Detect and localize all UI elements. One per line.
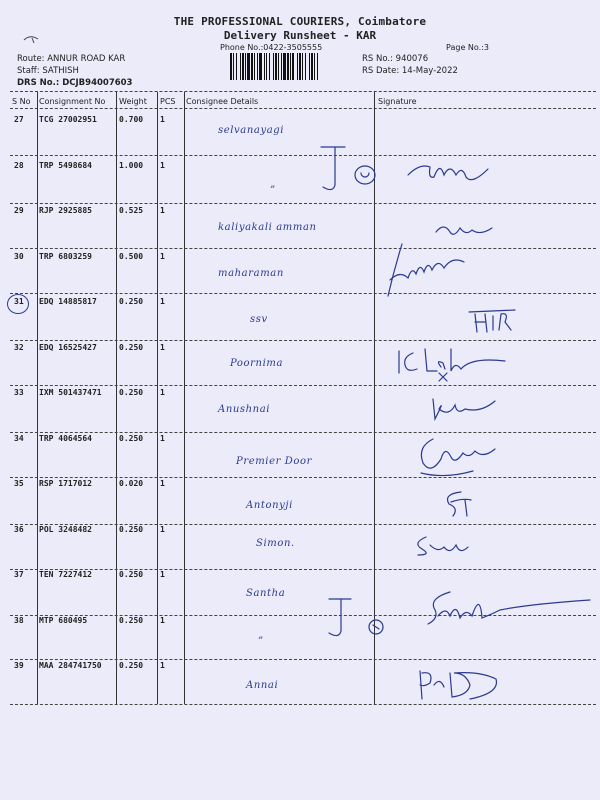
row-consignee: Antonyji bbox=[246, 500, 293, 511]
row-consignment: IXM 501437471 bbox=[39, 388, 102, 397]
row-weight: 0.250 bbox=[119, 615, 144, 625]
row-sno: 31 bbox=[14, 297, 24, 306]
phone-number: Phone No.:0422-3505555 bbox=[220, 43, 323, 52]
signature-33 bbox=[425, 395, 500, 423]
runsheet-title: Delivery Runsheet - KAR bbox=[223, 29, 377, 42]
col-header-consignment: Consignment No bbox=[39, 97, 106, 106]
row-consignee: Annai bbox=[246, 680, 279, 691]
row-pcs: 1 bbox=[160, 160, 165, 170]
row-consignment: TRP 5498684 bbox=[39, 160, 92, 170]
row-consignment: TEN 7227412 bbox=[39, 570, 92, 579]
row-consignment: TRP 4064564 bbox=[39, 433, 92, 443]
header-rule-bottom bbox=[10, 108, 596, 109]
row-weight: 1.000 bbox=[119, 160, 144, 170]
signature-38 bbox=[420, 588, 595, 633]
row-pcs: 1 bbox=[160, 206, 165, 215]
row-consignee: Simon. bbox=[256, 538, 295, 549]
row-sno: 33 bbox=[14, 388, 24, 397]
ditto-mark: ” bbox=[258, 636, 264, 647]
row-consignment: TRP 6803259 bbox=[39, 251, 92, 261]
signature-35 bbox=[435, 488, 480, 520]
route-info bbox=[17, 53, 132, 89]
row-consignment: RJP 2925885 bbox=[39, 206, 92, 215]
rs-number: RS No.: 940076 bbox=[362, 54, 429, 64]
row-divider bbox=[10, 659, 596, 660]
row-consignee: Anushnai bbox=[218, 404, 271, 415]
drs-number: DRS No.: DCJB94007603 bbox=[17, 78, 133, 88]
row-sno: 28 bbox=[14, 160, 24, 170]
row-pcs: 1 bbox=[160, 524, 165, 534]
row-divider bbox=[10, 524, 596, 525]
row-pcs: 1 bbox=[160, 388, 165, 397]
row-weight: 0.250 bbox=[119, 297, 144, 306]
row-sno: 38 bbox=[14, 615, 24, 625]
signature-28 bbox=[400, 155, 495, 190]
row-weight: 0.525 bbox=[119, 206, 144, 215]
row-divider bbox=[10, 155, 596, 156]
row-pcs: 1 bbox=[160, 115, 165, 124]
row-pcs: 1 bbox=[160, 433, 165, 443]
row-divider bbox=[10, 432, 596, 433]
row-pcs: 1 bbox=[160, 251, 165, 261]
signature-39 bbox=[410, 665, 505, 710]
row-divider bbox=[10, 340, 596, 341]
row-sno: 29 bbox=[14, 206, 24, 215]
row-weight: 0.250 bbox=[119, 524, 144, 534]
row-pcs: 1 bbox=[160, 479, 165, 488]
row-weight: 0.250 bbox=[119, 388, 144, 397]
col-header-pcs: PCS bbox=[160, 97, 176, 106]
col-divider bbox=[157, 92, 158, 704]
row-consignee: Premier Door bbox=[236, 456, 313, 467]
row-sno: 35 bbox=[14, 479, 24, 488]
row-weight: 0.250 bbox=[119, 661, 144, 670]
row-weight: 0.250 bbox=[119, 342, 144, 352]
row-pcs: 1 bbox=[160, 615, 165, 625]
row-pcs: 1 bbox=[160, 570, 165, 579]
signature-30 bbox=[380, 240, 475, 302]
row-consignment: POL 3248482 bbox=[39, 524, 92, 534]
row-divider bbox=[10, 477, 596, 478]
row-divider bbox=[10, 704, 596, 705]
col-header-signature: Signature bbox=[378, 97, 417, 106]
col-divider bbox=[116, 92, 117, 704]
signature-36 bbox=[410, 533, 475, 558]
col-divider bbox=[37, 92, 38, 704]
row-consignee: Santha bbox=[246, 588, 286, 599]
col-header-weight: Weight bbox=[119, 97, 147, 106]
row-divider bbox=[10, 385, 596, 386]
row-divider bbox=[10, 203, 596, 204]
route-label: Route: ANNUR ROAD KAR bbox=[17, 54, 126, 64]
row-divider bbox=[10, 248, 596, 249]
rs-info bbox=[362, 53, 458, 77]
row-31-circle-mark bbox=[7, 294, 29, 314]
row-divider bbox=[10, 569, 596, 570]
row-consignee: maharaman bbox=[218, 268, 284, 279]
row-consignment: MAA 284741750 bbox=[39, 661, 102, 670]
rs-date: RS Date: 14-May-2022 bbox=[362, 66, 458, 76]
signature-34 bbox=[415, 435, 500, 480]
row-sno: 34 bbox=[14, 433, 24, 443]
row-pcs: 1 bbox=[160, 342, 165, 352]
page-number: Page No.:3 bbox=[446, 43, 489, 52]
row-weight: 0.700 bbox=[119, 115, 144, 124]
row-consignment: MTP 680495 bbox=[39, 615, 88, 625]
row-consignment: RSP 1717012 bbox=[39, 479, 92, 488]
row-consignee: Poornima bbox=[230, 358, 284, 369]
barcode bbox=[230, 53, 352, 80]
staff-label: Staff: SATHISH bbox=[17, 66, 79, 76]
row-sno: 32 bbox=[14, 342, 24, 352]
signature-32 bbox=[395, 343, 510, 385]
signature-31 bbox=[465, 306, 520, 336]
row-weight: 0.250 bbox=[119, 433, 144, 443]
row-pcs: 1 bbox=[160, 297, 165, 306]
ditto-mark: ” bbox=[270, 185, 276, 196]
row-sno: 30 bbox=[14, 251, 24, 261]
row-sno: 36 bbox=[14, 524, 24, 534]
col-header-sno: S No bbox=[12, 97, 31, 106]
row-pcs: 1 bbox=[160, 661, 165, 670]
row-weight: 0.250 bbox=[119, 570, 144, 579]
col-header-consignee: Consignee Details bbox=[186, 97, 259, 106]
row-sno: 37 bbox=[14, 570, 24, 579]
row-divider bbox=[10, 293, 596, 294]
row-consignee: selvanayagi bbox=[218, 125, 285, 136]
company-title: THE PROFESSIONAL COURIERS, Coimbatore bbox=[173, 15, 427, 28]
col-divider bbox=[184, 92, 185, 704]
row-weight: 0.500 bbox=[119, 251, 144, 261]
received-mark-2 bbox=[325, 597, 390, 647]
header-rule-top bbox=[10, 91, 596, 92]
row-consignment: EDQ 16525427 bbox=[39, 342, 97, 352]
row-consignee: kaliyakali amman bbox=[218, 222, 317, 233]
row-consignee: ssv bbox=[250, 314, 268, 325]
row-consignment: EDQ 14885817 bbox=[39, 297, 97, 306]
row-consignment: TCG 27002951 bbox=[39, 115, 97, 124]
row-sno: 27 bbox=[14, 115, 24, 124]
row-sno: 39 bbox=[14, 661, 24, 670]
received-mark-1 bbox=[315, 145, 385, 195]
row-weight: 0.020 bbox=[119, 479, 144, 488]
